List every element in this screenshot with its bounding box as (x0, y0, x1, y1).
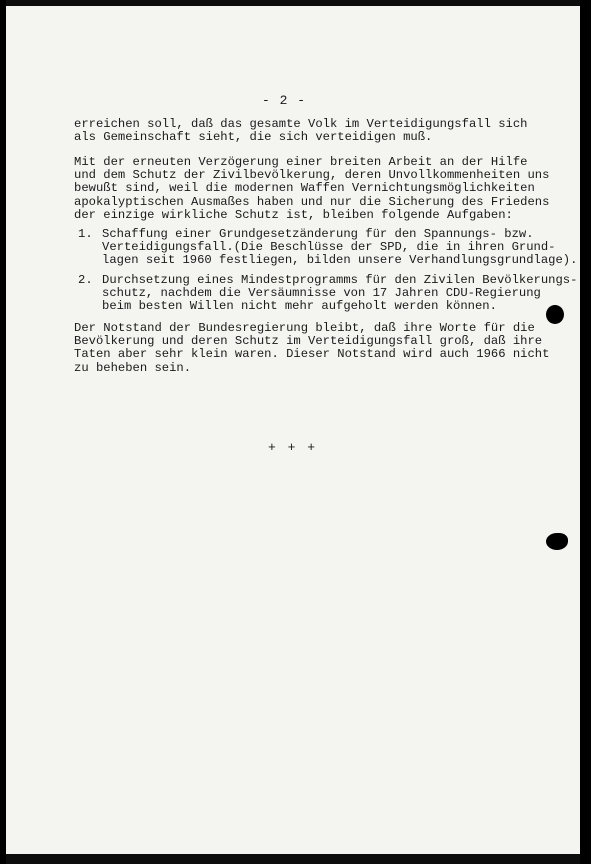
paragraph-3 (74, 322, 564, 375)
paragraph-2 (74, 156, 564, 222)
list-number: 2. (78, 273, 93, 287)
list-item-text (102, 228, 577, 268)
text-line: erreichen soll, daß das gesamte Volk im Verteidigungsfall sich (74, 117, 528, 131)
list-number: 1. (78, 227, 93, 241)
text-line: Verteidigungsfall.(Die Beschlüsse der SPD, die in ihren Grund- (102, 240, 556, 255)
text-line: schutz, nachdem die Versäumnisse von 17 Jahren CDU-Regierung (102, 286, 541, 301)
list-item-text (102, 274, 577, 314)
text-line: Taten aber sehr klein waren. Dieser Notstand wird auch 1966 nicht (74, 347, 550, 362)
text-line: zu beheben sein. (74, 360, 192, 375)
paragraph-1 (74, 118, 564, 144)
page-number: - 2 - (262, 93, 307, 108)
text-line: Durchsetzung eines Mindestprogramms für den Zivilen Bevölkerungs- (102, 273, 578, 287)
text-line: Bevölkerung und deren Schutz im Verteidigungsfall groß, daß ihre (74, 334, 543, 349)
text-line: Schaffung einer Grundgesetzänderung für den Spannungs- bzw. (102, 227, 534, 241)
text-line: apokalyptischen Ausmaßes haben und nur die Sicherung des Friedens (74, 194, 550, 209)
punch-hole (546, 305, 564, 324)
punch-hole (546, 533, 568, 550)
text-line: Mit der erneuten Verzögerung einer breiten Arbeit an der Hilfe (74, 155, 528, 169)
text-line: als Gemeinschaft sieht, die sich verteidigen muß. (74, 130, 433, 145)
text-line: Der Notstand der Bundesregierung bleibt, daß ihre Worte für die (74, 321, 535, 335)
text-line: bewußt sind, weil die modernen Waffen Vernichtungsmöglichkeiten (74, 181, 535, 196)
text-line: beim besten Willen nicht mehr aufgeholt werden können. (102, 299, 497, 314)
scan-edge-right (580, 0, 591, 864)
section-separator: + + + (268, 440, 318, 455)
text-line: und dem Schutz der Zivilbevölkerung, deren Unvollkommenheiten uns (74, 168, 550, 183)
text-line: der einzige wirkliche Schutz ist, bleiben folgende Aufgaben: (74, 207, 513, 222)
text-line: lagen seit 1960 festliegen, bilden unsere Verhandlungsgrundlage). (102, 253, 578, 268)
